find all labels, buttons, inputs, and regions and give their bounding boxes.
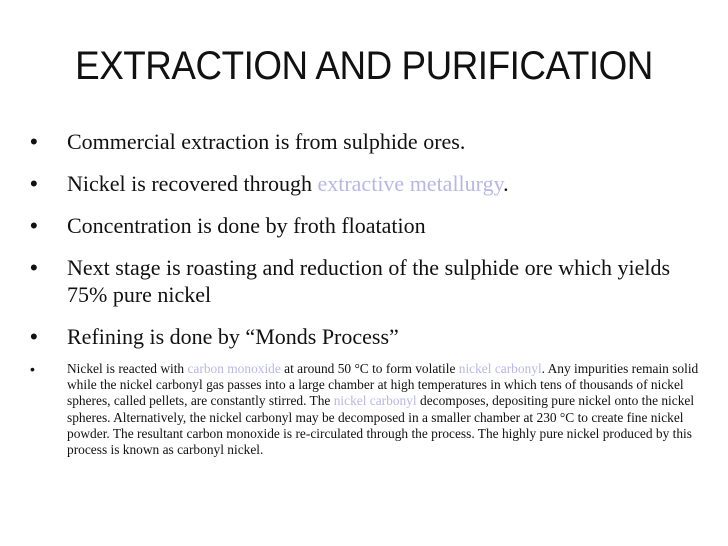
carbon-monoxide-link[interactable]: carbon monoxide xyxy=(187,361,281,376)
slide-title: EXTRACTION AND PURIFICATION xyxy=(75,44,653,88)
bullet-text: Concentration is done by froth floatation xyxy=(67,213,426,238)
nickel-carbonyl-link[interactable]: nickel carbonyl xyxy=(333,393,417,409)
bullet-text: Nickel is recovered through xyxy=(67,171,318,196)
nickel-carbonyl-link[interactable]: nickel carbonyl xyxy=(458,361,542,376)
bullet-item xyxy=(20,128,710,155)
detail-text: decomposes, depositing pure nickel onto the nickel spheres. Alternatively, the nickel carbonyl may be decomposed in a smaller chamber at 230 °C to create fine nickel powder. The resultant carbon monoxide is re-circulated through the process. The highly pure nickel produced by this process is known as carbonyl nickel. xyxy=(67,393,695,458)
bullet-dot-icon: • xyxy=(30,171,38,196)
extractive-metallurgy-link[interactable]: extractive metallurgy xyxy=(317,171,504,196)
bullet-text: Next stage is roasting and reduction of the sulphide ore which yields 75% pure nickel xyxy=(67,255,671,307)
bullet-item xyxy=(20,323,710,350)
bullet-text: . xyxy=(503,171,509,196)
bullet-dot-icon: • xyxy=(30,361,35,377)
bullet-item xyxy=(20,254,710,308)
bullet-dot-icon: • xyxy=(30,324,38,349)
bullet-text: Refining is done by “Monds Process” xyxy=(67,324,399,349)
bullet-item xyxy=(20,170,710,197)
detail-text: at around 50 °C to form volatile xyxy=(280,361,459,376)
detail-text: Nickel is reacted with xyxy=(67,361,188,376)
bullet-item-detail xyxy=(20,361,710,458)
detail-text: . Any impurities remain solid while the nickel carbonyl gas passes into a large chamber at high temperatures in which tens of thousands of nickel spheres, called pellets, are constantly stirred. The xyxy=(67,361,699,409)
bullet-item xyxy=(20,212,710,239)
bullet-dot-icon: • xyxy=(30,213,38,238)
bullet-dot-icon: • xyxy=(30,255,38,280)
bullet-dot-icon: • xyxy=(30,129,38,154)
bullet-text: Commercial extraction is from sulphide ores. xyxy=(67,129,466,154)
bullet-list xyxy=(20,128,710,473)
